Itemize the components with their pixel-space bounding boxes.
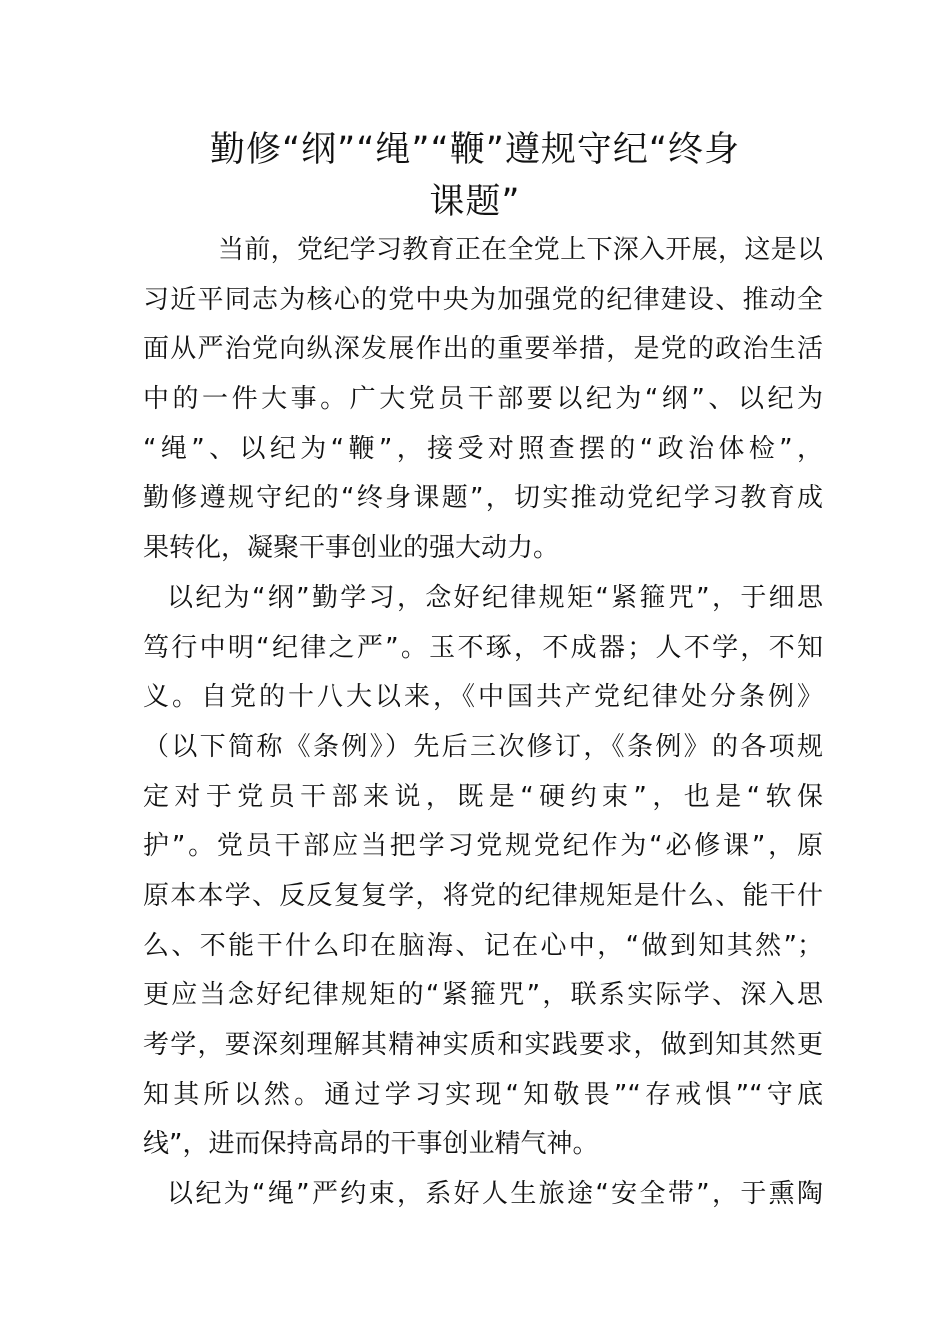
text-line: 么、不能干什么印在脑海、记在心中，“做到知其然”； [143, 930, 823, 961]
text-line: 知其所以然。通过学习实现“知敬畏”“存戒惧”“守底 [143, 1079, 823, 1110]
text-line: 以纪为“绳”严约束，系好人生旅途“安全带”，于熏陶 [167, 1179, 823, 1210]
text-line: 定对于党员干部来说，既是“硬约束”，也是“软保 [143, 781, 823, 812]
text-line: 考学，要深刻理解其精神实质和实践要求，做到知其然更 [143, 1030, 823, 1060]
text-line: 原本本学、反反复复学，将党的纪律规矩是什么、能干什 [143, 880, 823, 911]
text-line: 义。自党的十八大以来，《中国共产党纪律处分条例》 [143, 682, 823, 713]
document-body [143, 226, 823, 1220]
text-line: 以纪为“纲”勤学习，念好纪律规矩“紧箍咒”，于细思 [167, 582, 823, 613]
title-line-2: 课题” [429, 182, 521, 222]
text-line: 线”，进而保持高昂的干事创业精气神。 [143, 1129, 599, 1160]
text-line: 习近平同志为核心的党中央为加强党的纪律建设、推动全 [143, 284, 823, 315]
text-line: 当前，党纪学习教育正在全党上下深入开展，这是以 [218, 235, 823, 265]
text-line: 勤修遵规守纪的“终身课题”，切实推动党纪学习教育成 [143, 483, 823, 514]
paragraph-intro [143, 226, 823, 574]
text-line: 面从严治党向纵深发展作出的重要举措，是党的政治生活 [143, 334, 823, 365]
text-line: （以下简称《条例》）先后三次修订，《条例》的各项规 [143, 731, 823, 762]
text-line: 果转化，凝聚干事创业的强大动力。 [143, 533, 560, 564]
text-line: 更应当念好纪律规矩的“紧箍咒”，联系实际学、深入思 [143, 980, 823, 1011]
title-line-1: 勤修“纲”“绳”“鞭”遵规守纪“终身 [210, 130, 740, 170]
paragraph-study [143, 574, 823, 1170]
text-line: 笃行中明“纪律之严”。玉不琢，不成器；人不学，不知 [143, 632, 823, 663]
text-line: 护”。党员干部应当把学习党规党纪作为“必修课”，原 [143, 831, 823, 862]
document-title [130, 124, 820, 228]
text-line: “绳”、以纪为“鞭”，接受对照查摆的“政治体检”， [143, 433, 823, 464]
text-line: 中的一件大事。广大党员干部要以纪为“纲”、以纪为 [143, 384, 823, 415]
paragraph-constraint [143, 1170, 823, 1220]
